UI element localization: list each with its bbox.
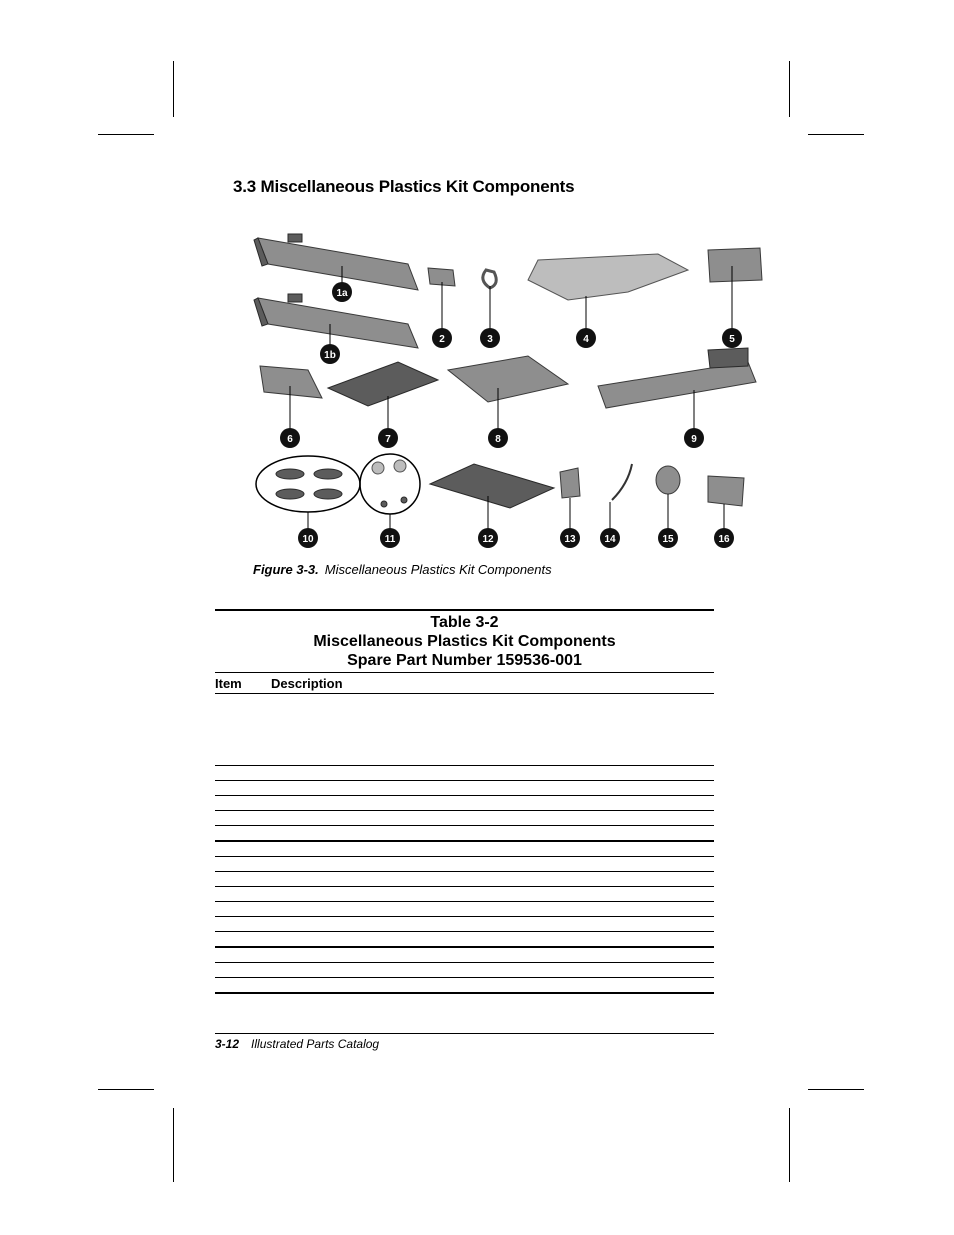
part-9-frame (598, 362, 756, 408)
svg-text:14: 14 (604, 534, 616, 545)
table-row-divider (215, 780, 714, 781)
footer-title: Illustrated Parts Catalog (251, 1037, 380, 1051)
svg-text:6: 6 (287, 434, 293, 445)
svg-text:11: 11 (384, 534, 396, 545)
section-title: 3.3 Miscellaneous Plastics Kit Components (233, 177, 575, 196)
figure-caption-label: Figure 3-3. (253, 562, 319, 577)
callout-15 (658, 528, 678, 548)
callout-13 (560, 528, 580, 548)
crop-mark-bottom-right-horizontal (808, 1089, 864, 1090)
figure-caption-text: Miscellaneous Plastics Kit Components (324, 562, 552, 577)
svg-text:12: 12 (482, 534, 494, 545)
part-6-cover (260, 366, 322, 398)
crop-mark-bottom-left-horizontal (98, 1089, 154, 1090)
crop-mark-top-right-horizontal (808, 134, 864, 135)
part-1b-rail (254, 294, 418, 348)
part-9-frame-end (708, 348, 748, 368)
table-row-divider (215, 946, 714, 948)
column-header-description: Description (271, 676, 343, 691)
table-row-divider (215, 931, 714, 932)
part-7-plate (328, 362, 438, 406)
callout-14 (600, 528, 620, 548)
callout-16 (714, 528, 734, 548)
crop-mark-bottom-right-vertical (789, 1108, 790, 1182)
callout-4 (576, 328, 596, 348)
parts-illustration (248, 220, 768, 562)
callout-8 (488, 428, 508, 448)
svg-text:2: 2 (439, 334, 445, 345)
page-footer (215, 1037, 379, 1051)
table-row-divider (215, 871, 714, 872)
svg-text:3: 3 (487, 334, 493, 345)
svg-text:15: 15 (662, 534, 674, 545)
table-row-divider (215, 916, 714, 917)
table-column-header (215, 672, 714, 694)
table-title-line-2: Miscellaneous Plastics Kit Components (313, 633, 616, 650)
table-row-divider (215, 901, 714, 902)
callout-10 (298, 528, 318, 548)
figure-caption (253, 562, 552, 577)
callout-11 (380, 528, 400, 548)
svg-text:9: 9 (691, 434, 697, 445)
svg-text:10: 10 (302, 534, 314, 545)
svg-text:7: 7 (385, 434, 391, 445)
callout-5 (722, 328, 742, 348)
table-row-divider (215, 962, 714, 963)
table-title-line-3: Spare Part Number 159536-001 (347, 652, 582, 669)
table-row-divider (215, 886, 714, 887)
callout-9 (684, 428, 704, 448)
table-row-divider (215, 840, 714, 842)
callout-1a (332, 282, 352, 302)
callout-3 (480, 328, 500, 348)
crop-mark-bottom-left-vertical (173, 1108, 174, 1182)
part-5-bracket (708, 248, 762, 282)
part-16-pad (708, 476, 744, 506)
part-3-hook (483, 270, 496, 288)
part-12-plate (430, 464, 554, 508)
callout-12 (478, 528, 498, 548)
callout-1b (320, 344, 340, 364)
svg-text:1b: 1b (324, 350, 336, 361)
svg-text:5: 5 (729, 334, 735, 345)
table-row-divider (215, 825, 714, 826)
table-row-divider (215, 765, 714, 766)
table-row-divider (215, 977, 714, 978)
part-1a-rail (254, 234, 418, 290)
table-title-line-1: Table 3-2 (430, 614, 499, 631)
svg-text:13: 13 (564, 534, 576, 545)
svg-text:4: 4 (583, 334, 589, 345)
table-heading (215, 611, 714, 672)
svg-text:8: 8 (495, 434, 501, 445)
table-rows (215, 694, 714, 994)
page-number: 3-12 (215, 1037, 240, 1051)
callout-6 (280, 428, 300, 448)
svg-text:1a: 1a (336, 288, 348, 299)
svg-text:16: 16 (718, 534, 730, 545)
column-header-item: Item (215, 676, 242, 691)
parts-table (215, 609, 714, 994)
crop-mark-top-left-horizontal (98, 134, 154, 135)
table-row-divider (215, 810, 714, 811)
table-row-divider (215, 795, 714, 796)
callout-2 (432, 328, 452, 348)
footer-rule (215, 1033, 714, 1034)
part-13-latch (560, 468, 580, 498)
table-bottom-rule (215, 992, 714, 994)
table-row-divider (215, 856, 714, 857)
part-4-shield (528, 254, 688, 300)
callout-7 (378, 428, 398, 448)
part-8-tray (448, 356, 568, 402)
crop-mark-top-left-vertical (173, 61, 174, 117)
crop-mark-top-right-vertical (789, 61, 790, 117)
